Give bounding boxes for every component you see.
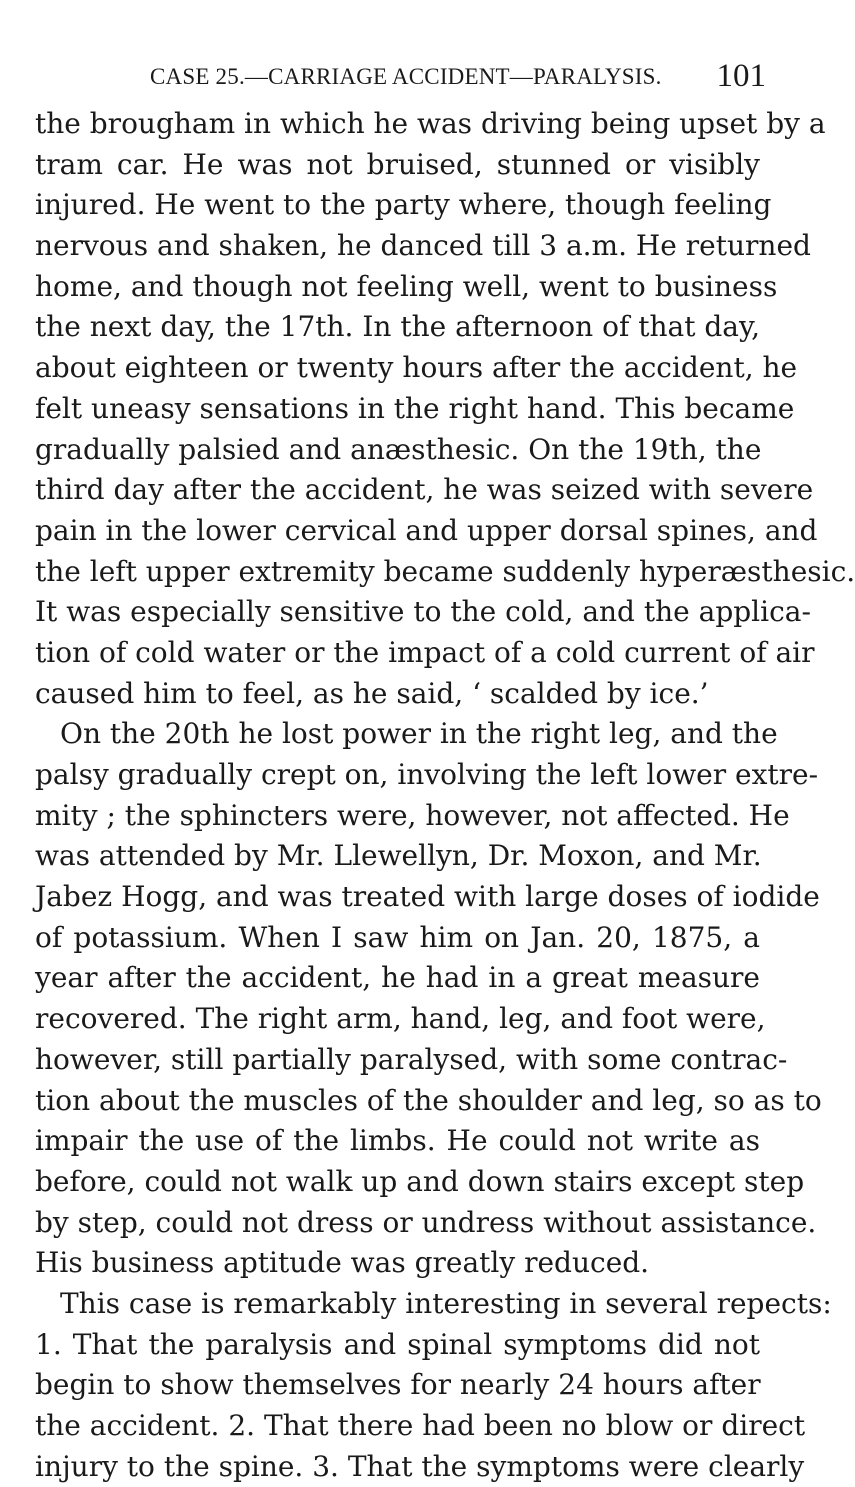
text-line: recovered. The right arm, hand, leg, and foot were, (35, 1002, 766, 1036)
text-line: the brougham in which he was driving being upset by a (35, 107, 826, 140)
text-line: before, could not walk up and down stairs except step (35, 1164, 805, 1198)
text-line: injured. He went to the party where, though feeling (35, 188, 772, 222)
text-line: however, still partially paralysed, with some contrac- (35, 1042, 788, 1076)
text-line: was attended by Mr. Llewellyn, Dr. Moxon, and Mr. (35, 839, 762, 873)
text-line: tion about the muscles of the shoulder and leg, so as to (35, 1083, 822, 1117)
text-line: injury to the spine. 3. That the symptoms were clearly (35, 1449, 805, 1483)
text-line: year after the accident, he had in a great measure (35, 961, 760, 995)
text-line: This case is remarkably interesting in several repects: (60, 1286, 832, 1320)
text-line: nervous and shaken, he danced till 3 a.m. He returned (35, 229, 811, 263)
text-line: 1. That the paralysis and spinal symptoms did not (35, 1327, 760, 1361)
running-title: CASE 25.—CARRIAGE ACCIDENT—PARALYSIS. (150, 64, 662, 89)
text-line: caused him to feel, as he said, ‘ scalded by ice.’ (35, 676, 709, 710)
text-line: begin to show themselves for nearly 24 hours after (35, 1368, 761, 1402)
text-line: about eighteen or twenty hours after the accident, he (35, 351, 798, 385)
text-line: tram car. He was not bruised, stunned or visibly (35, 147, 760, 181)
text-line: felt uneasy sensations in the right hand. This became (35, 391, 795, 425)
text-line: the accident. 2. That there had been no blow or direct (35, 1409, 806, 1442)
text-line: of potassium. When I saw him on Jan. 20, 1875, a (35, 920, 760, 954)
text-line: pain in the lower cervical and upper dorsal spines, and (35, 513, 818, 547)
body-text (35, 104, 855, 1487)
text-line: tion of cold water or the impact of a cold current of air (35, 635, 815, 669)
text-line: by step, could not dress or undress without assistance. (35, 1205, 817, 1239)
running-head (150, 58, 766, 98)
text-line: Jabez Hogg, and was treated with large doses of iodide (35, 880, 820, 914)
text-line: palsy gradually crept on, involving the left lower extre- (35, 758, 819, 791)
text-line: the next day, the 17th. In the afternoon of that day, (35, 310, 760, 344)
page-number: 101 (716, 58, 766, 94)
text-line: impair the use of the limbs. He could not write as (35, 1124, 760, 1158)
text-line: gradually palsied and anæsthesic. On the 19th, the (35, 432, 762, 466)
text-line: It was especially sensitive to the cold, and the applica- (35, 595, 811, 629)
text-line: On the 20th he lost power in the right leg, and the (60, 717, 778, 751)
text-line: His business aptitude was greatly reduced. (35, 1246, 650, 1280)
text-line: home, and though not feeling well, went to business (35, 269, 778, 303)
text-line: the left upper extremity became suddenly hyperæsthesic. (35, 554, 855, 588)
text-line: mity ; the sphincters were, however, not affected. He (35, 798, 790, 832)
text-line: third day after the accident, he was seized with severe (35, 473, 814, 507)
